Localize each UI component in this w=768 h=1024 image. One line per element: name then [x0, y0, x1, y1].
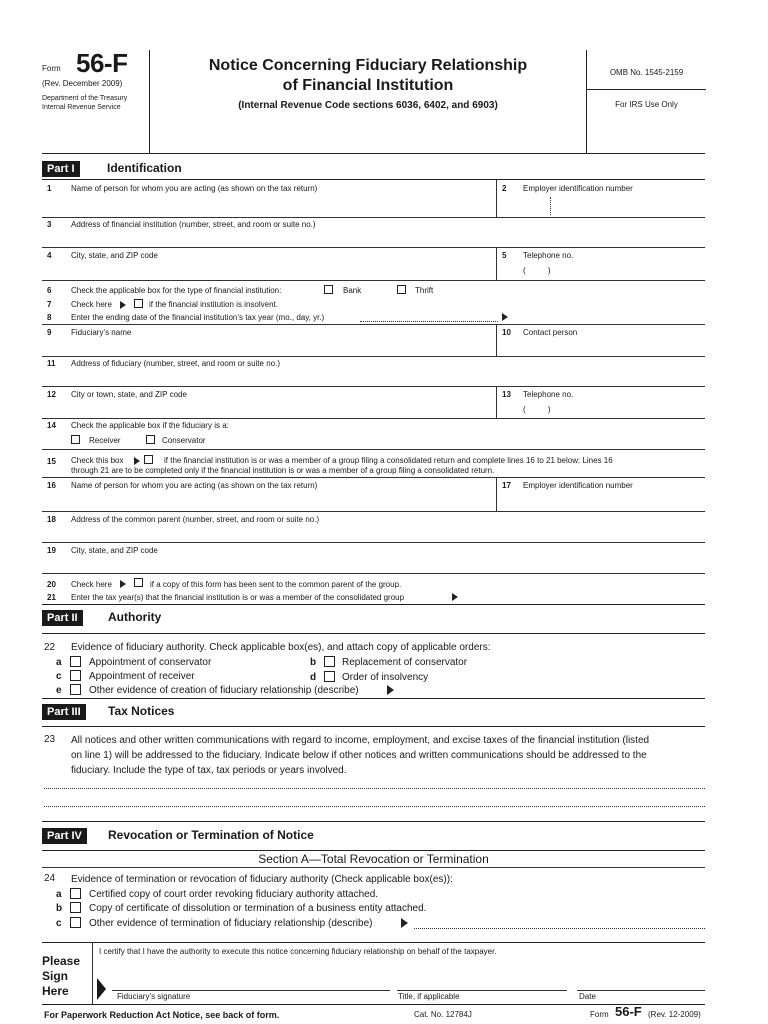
line-15-pre: Check this box — [71, 456, 124, 465]
consolidated-checkbox[interactable] — [144, 455, 153, 464]
part4-tag: Part IV — [42, 828, 87, 844]
form-word: Form — [42, 64, 61, 73]
line-9-number: 9 — [47, 328, 52, 337]
part3-tag: Part III — [42, 704, 86, 720]
appointment-conservator-checkbox[interactable] — [70, 656, 81, 667]
line-21-label[interactable]: Enter the tax year(s) that the financial institution is or was a member of the consolidated group — [71, 593, 405, 602]
part2-title: Authority — [108, 610, 162, 624]
part1-tag: Part I — [42, 161, 80, 177]
part4-header — [42, 827, 705, 845]
arrow-right-icon — [502, 313, 508, 321]
omb-block — [586, 50, 705, 154]
court-order-label: Certified copy of court order revoking fiduciary authority attached. — [89, 889, 379, 900]
bank-label: Bank — [343, 286, 362, 295]
title-line[interactable] — [397, 990, 567, 991]
paperwork-notice[interactable]: For Paperwork Reduction Act Notice, see back of form. — [44, 1010, 280, 1020]
other-evidence-label: Other evidence of creation of fiduciary relationship (describe) — [89, 685, 359, 696]
line-24-number: 24 — [44, 873, 56, 884]
line-2-label[interactable]: Employer identification number — [523, 184, 633, 193]
form-header — [42, 50, 705, 154]
line-4-number: 4 — [47, 251, 52, 260]
part3-title: Tax Notices — [108, 704, 175, 718]
line-14-number: 14 — [47, 421, 56, 430]
form-number: 56-F — [76, 48, 128, 78]
line-24-label: Evidence of termination or revocation of fiduciary authority (Check applicable box(es)): — [71, 874, 453, 885]
signature-label: Fiduciary’s signature — [117, 992, 191, 1001]
line-8-number: 8 — [47, 313, 52, 322]
line-8-leader — [360, 321, 498, 322]
date-line[interactable] — [577, 990, 705, 991]
footer-form-word: Form — [590, 1010, 609, 1019]
part1-title: Identification — [107, 161, 182, 175]
line-13-number: 13 — [502, 390, 511, 399]
part4-title: Revocation or Termination of Notice — [108, 828, 314, 842]
signature-line[interactable] — [112, 990, 390, 991]
line-6-label: Check the applicable box for the type of financial institution: — [71, 286, 282, 295]
arrow-right-icon — [120, 580, 126, 588]
line-11-label[interactable]: Address of fiduciary (number, street, and room or suite no.) — [71, 359, 280, 368]
line-17-number: 17 — [502, 481, 511, 490]
line-12-number: 12 — [47, 390, 56, 399]
line-11-number: 11 — [47, 359, 56, 368]
part2-header — [42, 609, 705, 627]
other-termination-checkbox[interactable] — [70, 917, 81, 928]
line-15-number: 15 — [47, 457, 56, 466]
line-1-label[interactable]: Name of person for whom you are acting (as shown on the tax return) — [71, 184, 318, 193]
line-3-number: 3 — [47, 220, 52, 229]
title-label: Title, if applicable — [398, 992, 460, 1001]
appointment-conservator-label: Appointment of conservator — [89, 657, 212, 668]
arrow-right-icon — [120, 301, 126, 309]
thrift-label: Thrift — [415, 286, 434, 295]
footer-form-number: 56-F — [615, 1004, 642, 1019]
arrow-right-icon — [452, 593, 458, 601]
date-label: Date — [579, 992, 596, 1001]
line-8-label: Enter the ending date of the financial institution’s tax year (mo., day, yr.) — [71, 313, 325, 322]
dissolution-label: Copy of certificate of dissolution or termination of a business entity attached. — [89, 903, 427, 914]
section-a-title: Section A—Total Revocation or Termination — [258, 852, 489, 866]
line-7-number: 7 — [47, 300, 52, 309]
form-footer — [42, 1004, 705, 1022]
line-20-number: 20 — [47, 580, 56, 589]
line-1-number: 1 — [47, 184, 52, 193]
line-7-label: if the financial institution is insolvent. — [149, 300, 278, 309]
line-12-label[interactable]: City or town, state, and ZIP code — [71, 390, 187, 399]
form-subtitle: (Internal Revenue Code sections 6036, 6402, and 6903) — [238, 100, 498, 111]
tax-notices-line-2[interactable] — [44, 806, 705, 807]
line-18-number: 18 — [47, 515, 56, 524]
line-16-number: 16 — [47, 481, 56, 490]
line-7-pre: Check here — [71, 300, 112, 309]
bank-checkbox[interactable] — [324, 285, 333, 294]
irs-use-only: For IRS Use Only — [615, 100, 678, 109]
line-15-label-2: through 21 are to be completed only if the financial institution is or was a member of a group filing a consolidated return. — [71, 466, 495, 475]
line-22-number: 22 — [44, 642, 56, 653]
line-20-label: if a copy of this form has been sent to the common parent of the group. — [150, 580, 402, 589]
line-2-number: 2 — [502, 184, 507, 193]
line-10-number: 10 — [502, 328, 511, 337]
replacement-conservator-checkbox[interactable] — [324, 656, 335, 667]
line-14-label: Check the applicable box if the fiduciary is a: — [71, 421, 229, 430]
line-15-label: if the financial institution is or was a member of a group filing a consolidated return and complete lines 16 to 21 below: Lines 16 — [164, 456, 613, 465]
line-5-number: 5 — [502, 251, 507, 260]
line-6-number: 6 — [47, 286, 52, 295]
order-insolvency-checkbox[interactable] — [324, 671, 335, 682]
line-17-label[interactable]: Employer identification number — [523, 481, 633, 490]
line-20-pre: Check here — [71, 580, 112, 589]
line-23-number: 23 — [44, 734, 56, 745]
other-termination-label: Other evidence of termination of fiduciary relationship (describe) — [89, 918, 373, 929]
other-evidence-checkbox[interactable] — [70, 684, 81, 695]
part2-tag: Part II — [42, 610, 83, 626]
please-sign-here: Please Sign Here — [42, 954, 81, 998]
footer-rev: (Rev. 12-2009) — [648, 1010, 701, 1019]
appointment-receiver-checkbox[interactable] — [70, 670, 81, 681]
form-title: Notice Concerning Fiduciary Relationship of Financial Institution (Internal Revenue Code sections 6036, 6402, and 6903) — [152, 56, 584, 111]
line-13-label[interactable]: Telephone no. — [523, 390, 574, 399]
part3-header — [42, 703, 705, 721]
order-insolvency-label: Order of insolvency — [342, 672, 429, 683]
receiver-checkbox[interactable] — [71, 435, 80, 444]
line-22-label: Evidence of fiduciary authority. Check applicable box(es), and attach copy of applicable orders: — [71, 642, 491, 653]
line-21-number: 21 — [47, 593, 56, 602]
appointment-receiver-label: Appointment of receiver — [89, 671, 195, 682]
line-3-label[interactable]: Address of financial institution (number, street, and room or suite no.) — [71, 220, 316, 229]
cat-number: Cat. No. 12784J — [414, 1010, 472, 1019]
arrow-right-icon — [401, 918, 408, 928]
copy-sent-checkbox[interactable] — [134, 578, 143, 587]
arrow-right-icon — [134, 457, 140, 465]
replacement-conservator-label: Replacement of conservator — [342, 657, 468, 668]
telephone-paren-13: ( ) — [523, 405, 551, 414]
court-order-checkbox[interactable] — [70, 888, 81, 899]
line-16-label[interactable]: Name of person for whom you are acting (as shown on the tax return) — [71, 481, 318, 490]
line-4-label[interactable]: City, state, and ZIP code — [71, 251, 158, 260]
form-id-block — [42, 50, 150, 154]
other-termination-describe[interactable] — [414, 928, 705, 929]
form-page: Form 56-F (Rev. December 2009) Department of the Treasury Internal Revenue Service Notice Concerning Fiduciary Relationship of Financial Institution (Internal Revenue Code sections 6036, 6402, and 6903) OMB No. 1545-2159 For IRS Use Only Part I Identification 1 Name of person for whom you are acting (as shown on the tax return) 2 Employer identification number 3 Address of financial institution (number, street, and room or suite no.) 4 City, state, and ZIP code 5 Telephone no. ( ) 6 Check the applicable box for the type of financial institution: Bank Thrift 7 Check here if the financial institution is insolvent. 8 Enter the ending date of the financial institution’s tax year (mo., day, yr.) 9 Fiduciary’s name 10 Contact person 11 Address of fiduciary (number, street, and room or suite no.) 12 City or town, state, and ZIP code 13 Telephone no. ( ) 14 Check the applicable box if the fiduciary is a: Receiver Conservator 15 Check this box if the financial institution is or was a member of a group filing a consolidated return and complete lines 16 to 21 below: Lines 16 through 21 are to be completed only if the financial institution is or was a member of a group filing a consolidated return. 16 Name of person for whom you are acting (as shown on the tax return) 17 Employer identification number 18 Address of the common parent (number, street, and room or suite no.) 19 City, state, and ZIP code 20 Check here if a copy of this form has been sent to the common parent of the group. 21 Enter the tax year(s) that the financial institution is or was a member of the consolidated group Part II Authority 22 Evidence of fiduciary authority. Check applicable box(es), and attach copy of applicable orders: a Appointment of conservator b Replacement of conservator c Appointment of receiver d Order of insolvency e Other evidence of creation of fiduciary relationship (describe) Part III Tax Notices 23 All notices and other written communications with regard to income, employment, and excise taxes of the financial institution (listed on line 1) will be addressed to the fiduciary. Indicate below if other notices and written communications should be addressed to the fiduciary. Include the type of tax, tax periods or years involved. Part IV Revocation or Termination of Notice Section A—Total Revocation or Termination 24 Evidence of termination or revocation of fiduciary authority (Check applicable box(es)): a Certified copy of court order revoking fiduciary authority attached. b Copy of certificate of dissolution or termination of a business entity attached. c Other evidence of termination of fiduciary relationship (describe) Please Sign Here I certify that I have the authority to execute this notice concerning fiduciary relationship on behalf of the taxpayer. Fiduciary’s signature Title, if applicable Date For Paperwork Reduction Act Notice, see back of form. Cat. No. 12784J Form 56-F (Rev. 12-2009) — [42, 42, 705, 1002]
thrift-checkbox[interactable] — [397, 285, 406, 294]
sign-arrow-icon — [97, 978, 106, 1000]
department: Department of the Treasury Internal Revenue Service — [42, 95, 128, 111]
line-9-label[interactable]: Fiduciary’s name — [71, 328, 132, 337]
line-5-label[interactable]: Telephone no. — [523, 251, 574, 260]
line-10-label[interactable]: Contact person — [523, 328, 578, 337]
certify-text: I certify that I have the authority to execute this notice concerning fiduciary relationship on behalf of the taxpayer. — [99, 947, 497, 956]
conservator-label: Conservator — [162, 436, 206, 445]
receiver-label: Receiver — [89, 436, 121, 445]
sign-block — [42, 942, 705, 1004]
dissolution-checkbox[interactable] — [70, 902, 81, 913]
arrow-right-icon — [387, 685, 394, 695]
line-23-text: All notices and other written communications with regard to income, employment, and excise taxes of the financial institution (listed on line 1) will be addressed to the fiduciary. Indicate below if other notices and written communications should be addressed to the fiduciary. Include the type of tax, tax periods or years involved. — [71, 735, 650, 776]
form-revision: (Rev. December 2009) — [42, 79, 123, 88]
line-18-label[interactable]: Address of the common parent (number, street, and room or suite no.) — [71, 515, 320, 524]
line-19-number: 19 — [47, 546, 56, 555]
telephone-paren-5: ( ) — [523, 266, 551, 275]
tax-notices-line-1[interactable] — [44, 788, 705, 789]
part1-header — [42, 160, 705, 178]
conservator-checkbox[interactable] — [146, 435, 155, 444]
insolvent-checkbox[interactable] — [134, 299, 143, 308]
omb-number: OMB No. 1545-2159 — [587, 50, 706, 90]
line-19-label[interactable]: City, state, and ZIP code — [71, 546, 158, 555]
